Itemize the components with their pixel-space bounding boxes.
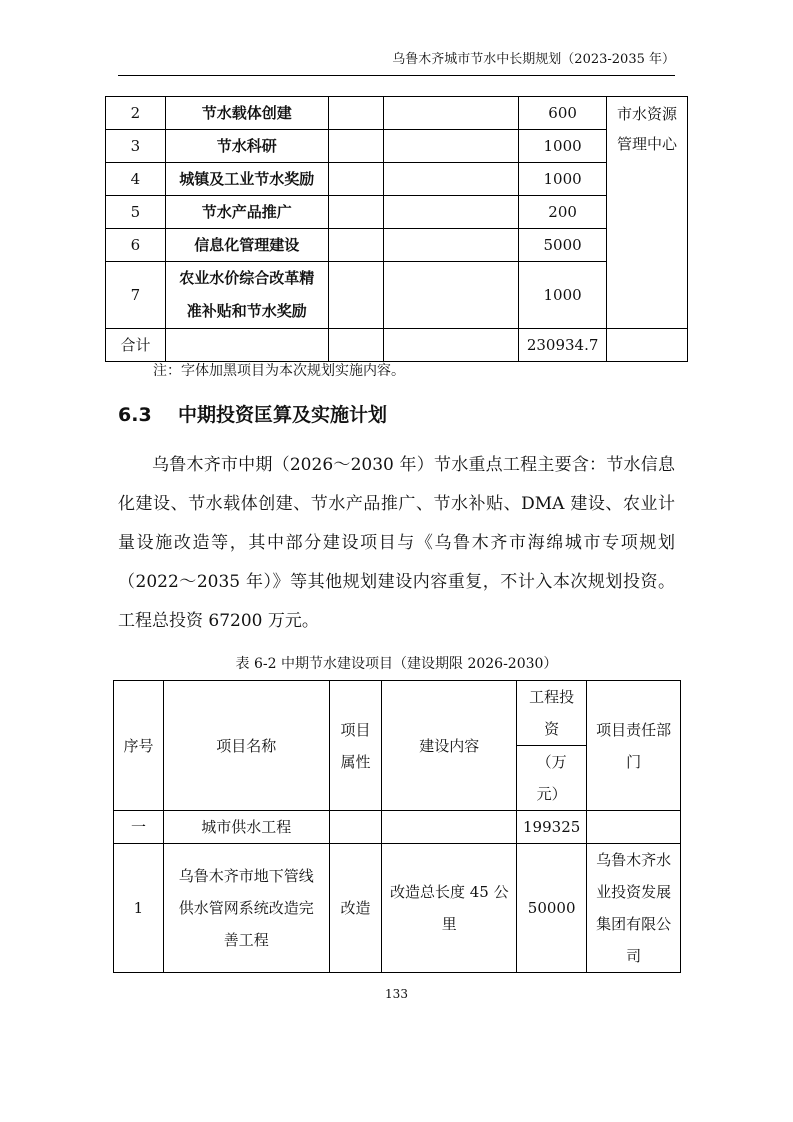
header-line: 资 xyxy=(544,720,560,738)
dept-line: 司 xyxy=(626,947,642,965)
empty-cell xyxy=(165,329,328,362)
amount-cell: 50000 xyxy=(517,844,587,973)
project-attr: 改造 xyxy=(329,844,382,973)
col-header-unit xyxy=(517,746,587,811)
project-name xyxy=(165,262,328,329)
total-amount: 230934.7 xyxy=(519,329,607,362)
empty-cell xyxy=(587,811,681,844)
group-amount: 199325 xyxy=(517,811,587,844)
row-number: 7 xyxy=(106,262,166,329)
header-line: （万 xyxy=(536,753,567,771)
col-header-name: 项目名称 xyxy=(163,681,329,811)
empty-cell xyxy=(329,811,382,844)
empty-cell xyxy=(384,97,519,130)
responsible-dept xyxy=(607,97,688,329)
project-name xyxy=(163,844,329,973)
row-number: 2 xyxy=(106,97,166,130)
empty-cell xyxy=(328,163,384,196)
table-row xyxy=(114,844,681,973)
col-header-investment xyxy=(517,681,587,746)
row-number: 6 xyxy=(106,229,166,262)
project-name-line: 乌鲁木齐市地下管线 xyxy=(178,867,314,885)
row-number: 3 xyxy=(106,130,166,163)
header-line: 门 xyxy=(626,752,642,771)
section-title: 中期投资匡算及实施计划 xyxy=(178,404,388,426)
table-row xyxy=(106,163,688,196)
project-name-line: 供水管网系统改造完 xyxy=(178,899,314,917)
row-number: 1 xyxy=(114,844,164,973)
table-row xyxy=(106,229,688,262)
table-row xyxy=(106,262,688,329)
body-paragraph: 乌鲁木齐市中期（2026～2030 年）节水重点工程主要含：节水信息化建设、节水载体创建、节水产品推广、节水补贴、DMA 建设、农业计量设施改造等，其中部分建设项目与《乌鲁木齐市海绵城市专项规划（2022～2035 年）》等其他规划建设内容重复，不计入本次规划投资。工程总投资 67200 万元。 xyxy=(118,455,675,631)
empty-cell xyxy=(328,329,384,362)
empty-cell xyxy=(384,163,519,196)
empty-cell xyxy=(384,262,519,329)
amount-cell: 1000 xyxy=(519,130,607,163)
col-header-content: 建设内容 xyxy=(382,681,517,811)
col-header-dept xyxy=(587,681,681,811)
empty-cell xyxy=(328,130,384,163)
empty-cell xyxy=(384,329,519,362)
empty-cell xyxy=(384,130,519,163)
midterm-projects-table xyxy=(113,680,681,973)
amount-cell: 1000 xyxy=(519,163,607,196)
header-line: 元） xyxy=(536,785,567,803)
project-name-line: 善工程 xyxy=(223,931,269,949)
project-name: 信息化管理建设 xyxy=(165,229,328,262)
project-name: 节水产品推广 xyxy=(165,196,328,229)
content-line: 改造总长度 45 公 xyxy=(390,883,509,901)
table-caption: 表 6-2 中期节水建设项目（建设期限 2026-2030） xyxy=(235,656,558,672)
project-name-line: 准补贴和节水奖励 xyxy=(186,302,307,320)
project-name: 节水科研 xyxy=(165,130,328,163)
empty-cell xyxy=(328,262,384,329)
empty-cell xyxy=(607,329,688,362)
table-row xyxy=(106,130,688,163)
dept-line: 业投资发展 xyxy=(596,883,672,901)
project-name: 城镇及工业节水奖励 xyxy=(165,163,328,196)
empty-cell xyxy=(384,229,519,262)
investment-table-continued xyxy=(105,96,688,362)
group-row xyxy=(114,811,681,844)
section-heading xyxy=(118,400,387,427)
responsible-dept xyxy=(587,844,681,973)
group-name: 城市供水工程 xyxy=(163,811,329,844)
group-number: 一 xyxy=(114,811,164,844)
dept-line: 集团有限公 xyxy=(596,915,672,933)
table-row xyxy=(106,97,688,130)
header-line: 项目责任部 xyxy=(596,720,672,739)
dept-line: 管理中心 xyxy=(617,135,678,153)
header-line: 属性 xyxy=(340,752,371,771)
project-content xyxy=(382,844,517,973)
dept-line: 乌鲁木齐水 xyxy=(596,851,672,869)
amount-cell: 200 xyxy=(519,196,607,229)
row-number: 5 xyxy=(106,196,166,229)
table-note: 注：字体加黑项目为本次规划实施内容。 xyxy=(153,363,405,379)
amount-cell: 5000 xyxy=(519,229,607,262)
empty-cell xyxy=(328,196,384,229)
page-number: 133 xyxy=(385,987,408,1001)
header-line: 项目 xyxy=(340,720,371,739)
project-name: 节水载体创建 xyxy=(165,97,328,130)
empty-cell xyxy=(382,811,517,844)
header-row xyxy=(114,681,681,746)
dept-line: 市水资源 xyxy=(617,105,678,123)
content-line: 里 xyxy=(441,915,457,933)
total-row xyxy=(106,329,688,362)
row-number: 4 xyxy=(106,163,166,196)
header-title: 乌鲁木齐城市节水中长期规划（2023-2035 年） xyxy=(392,52,675,67)
total-label: 合计 xyxy=(106,329,166,362)
col-header-attr xyxy=(329,681,382,811)
project-name-line: 农业水价综合改革精 xyxy=(179,269,315,287)
empty-cell xyxy=(384,196,519,229)
amount-cell: 600 xyxy=(519,97,607,130)
section-number: 6.3 xyxy=(118,404,152,426)
empty-cell xyxy=(328,97,384,130)
col-header-no: 序号 xyxy=(114,681,164,811)
empty-cell xyxy=(328,229,384,262)
page-header xyxy=(118,48,675,76)
header-line: 工程投 xyxy=(529,688,575,706)
table-row xyxy=(106,196,688,229)
amount-cell: 1000 xyxy=(519,262,607,329)
